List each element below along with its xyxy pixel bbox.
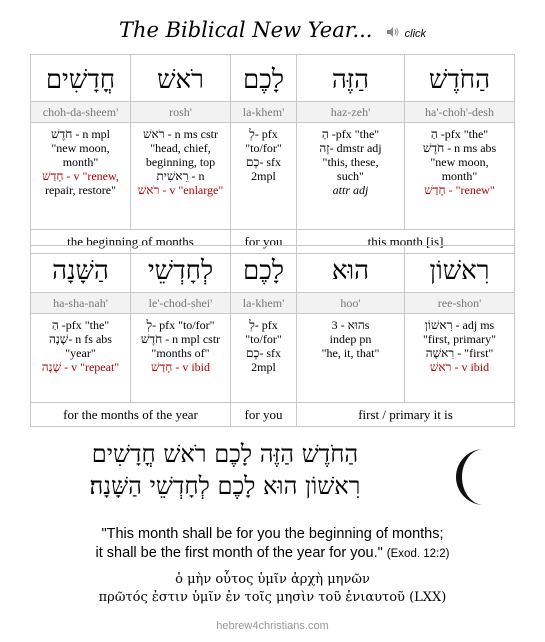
hebrew-word: רֹאשׁ — [131, 55, 231, 102]
english-translation — [0, 525, 545, 564]
grammar-notes — [405, 314, 515, 403]
grammar-line: 2mpl — [251, 169, 276, 183]
transliteration: la-khem' — [231, 293, 297, 314]
transliteration: la-khem' — [231, 102, 297, 123]
english-line-2: it shall be the first month of the year for you." — [95, 545, 383, 561]
greek-translation — [0, 571, 545, 607]
hebrew-word: רִאשׁוֹן — [405, 246, 515, 293]
speaker-icon[interactable] — [386, 23, 400, 42]
phrase-translation: for you — [231, 230, 297, 254]
hebrew-word-row — [31, 246, 515, 293]
hebrew-word: חֳדָשִׁים — [31, 55, 131, 102]
grammar-line: לְ- pfx — [249, 318, 278, 332]
hebrew-verse-line-1: הַחֹדֶשׁ הַזֶּה לָכֶם רֹאשׁ חֳדָשִׁים — [91, 440, 359, 468]
grammar-line: "months of" — [151, 346, 210, 360]
transliteration-row — [31, 293, 515, 314]
greek-line-1: ὁ μὴν οὗτος ὑμῖν ἀρχὴ μηνῶν — [175, 572, 370, 587]
grammar-notes — [405, 123, 515, 230]
hebrew-word: לָכֶם — [231, 55, 297, 102]
grammar-line: הַ -pfx "the" — [51, 318, 110, 332]
grammar-line: שָׁנָה- n fs abs — [49, 332, 112, 346]
grammar-line: "first, primary" — [422, 332, 497, 346]
grammar-line: "he, it, that" — [321, 346, 380, 360]
click-link[interactable]: click — [404, 28, 427, 40]
grammar-line: "new moon, — [430, 155, 489, 169]
grammar-line: "head, chief, — [150, 141, 211, 155]
grammar-line: חֹדֶשׁ - n mpl — [50, 127, 111, 141]
site-footer[interactable]: hebrew4christians.com — [216, 620, 329, 632]
grammar-line: "this, these, — [322, 155, 379, 169]
transliteration-row — [31, 102, 515, 123]
grammar-line: חֹדֶשׁ - n ms abs — [422, 141, 497, 155]
hebrew-word: לְחָדְשֵׁי — [131, 246, 231, 293]
grammar-line: "new moon, — [51, 141, 110, 155]
grammar-notes — [131, 123, 231, 230]
grammar-line: "to/for" — [245, 332, 282, 346]
transliteration: ha-sha-nah' — [31, 293, 131, 314]
grammar-line: לְ- pfx — [249, 127, 278, 141]
grammar-line: זֶה- dmstr adj — [319, 141, 382, 155]
crescent-moon-icon — [450, 445, 500, 513]
grammar-notes — [297, 123, 405, 230]
english-line-1: "This month shall be for you the beginning of months; — [101, 526, 444, 542]
hebrew-word: הוּא — [297, 246, 405, 293]
gloss-table-2 — [30, 245, 515, 427]
grammar-notes — [231, 123, 297, 230]
transliteration: choh-da-sheem' — [31, 102, 131, 123]
grammar-line: רִאשָׁה - "first" — [425, 346, 494, 360]
grammar-notes — [31, 314, 131, 403]
grammar-line: 2mpl — [251, 360, 276, 374]
grammar-line: רֵאשִׁית - n — [156, 169, 205, 183]
grammar-line: month" — [441, 169, 478, 183]
grammar-line: such" — [337, 169, 364, 183]
grammar-line: "to/for" — [245, 141, 282, 155]
grammar-line: הַ -pfx "the" — [430, 127, 489, 141]
grammar-line: חָדַשׁ - v ibid — [150, 360, 211, 374]
verse-reference: (Exod. 12:2) — [386, 548, 450, 560]
grammar-notes — [231, 314, 297, 403]
grammar-row — [31, 123, 515, 230]
grammar-line: לְ- pfx "to/for" — [146, 318, 215, 332]
grammar-line: חָדַשׁ - "renew" — [424, 183, 495, 197]
phrase-translation: this month [is] — [297, 230, 515, 254]
transliteration: haz-zeh' — [297, 102, 405, 123]
phrase-translation: for the months of the year — [31, 403, 231, 427]
grammar-line: שָׁנָה - v "repeat" — [41, 360, 120, 374]
grammar-line: repair, restore" — [44, 183, 117, 197]
grammar-line: רִאשׁוֹן - adj ms — [424, 318, 495, 332]
grammar-line: רֹאשׁ - v "enlarge" — [137, 183, 224, 197]
grammar-line: "year" — [65, 346, 96, 360]
grammar-line: כֶם- sfx — [245, 346, 282, 360]
page-header — [0, 18, 545, 42]
page-title: The Biblical New Year... — [118, 18, 373, 42]
grammar-notes — [131, 314, 231, 403]
grammar-row — [31, 314, 515, 403]
transliteration: ree-shon' — [405, 293, 515, 314]
grammar-line: הוּא - 3s — [331, 318, 370, 332]
grammar-line: הַ -pfx "the" — [321, 127, 380, 141]
hebrew-word: לָכֶם — [231, 246, 297, 293]
grammar-notes — [297, 314, 405, 403]
translation-row — [31, 403, 515, 427]
grammar-line: רֹאשׁ - v ibid — [429, 360, 490, 374]
hebrew-verse-line-2: רִאשׁוֹן הוּא לָכֶם לְחָדְשֵׁי הַשָּׁנָה׃ — [89, 472, 361, 500]
phrase-translation: the beginning of months — [31, 230, 231, 254]
english-line-2-wrap — [0, 544, 545, 564]
transliteration: le'-chod-shei' — [131, 293, 231, 314]
grammar-line: רֹאשׁ - n ms cstr — [143, 127, 218, 141]
grammar-line: כֶם- sfx — [245, 155, 282, 169]
phrase-translation: first / primary it is — [297, 403, 515, 427]
hebrew-word-row — [31, 55, 515, 102]
grammar-line: beginning, top — [145, 155, 216, 169]
gloss-table-1 — [30, 54, 515, 254]
transliteration: rosh' — [131, 102, 231, 123]
grammar-notes — [31, 123, 131, 230]
transliteration: hoo' — [297, 293, 405, 314]
grammar-line: month" — [62, 155, 99, 169]
hebrew-word: הַשָּׁנָה — [31, 246, 131, 293]
transliteration: ha'-choh'-desh — [405, 102, 515, 123]
grammar-line: חָדַשׁ - v "renew, — [42, 169, 119, 183]
grammar-line: attr adj — [332, 183, 369, 197]
hebrew-word: הַחֹדֶשׁ — [405, 55, 515, 102]
greek-line-2: πρῶτός ἐστιν ὑμῖν ἐν τοῖς μησὶν τοῦ ἐνιαυτοῦ (LXX) — [98, 590, 447, 605]
grammar-line: indep pn — [329, 332, 372, 346]
phrase-translation: for you — [231, 403, 297, 427]
hebrew-word: הַזֶּה — [297, 55, 405, 102]
grammar-line: חֹדֶשׁ - n mpl cstr — [140, 332, 221, 346]
